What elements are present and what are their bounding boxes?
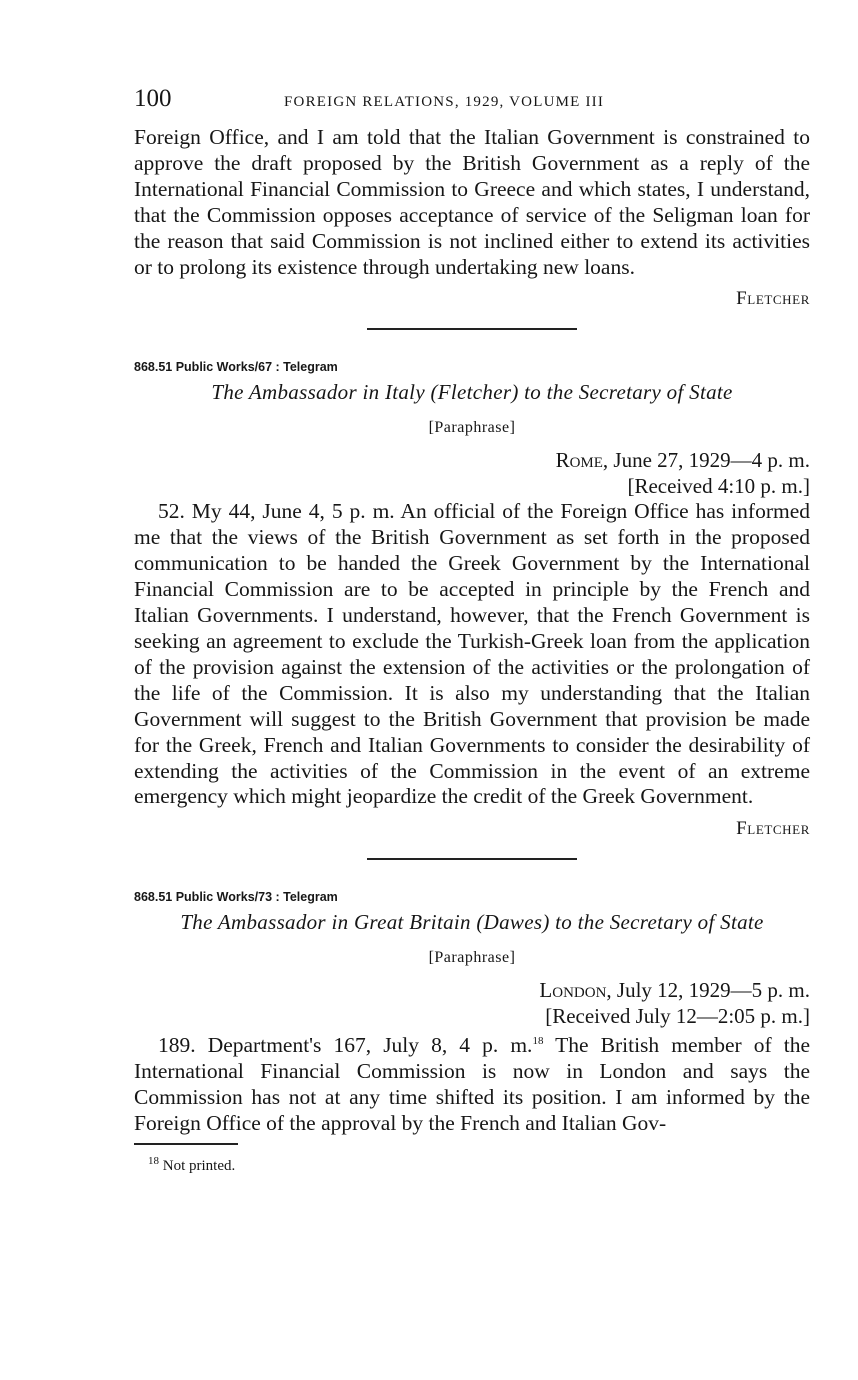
footnote-text: Not printed. xyxy=(159,1158,236,1175)
dateline-date: , June 27, 1929—4 p. m. xyxy=(602,448,810,473)
signature-fletcher-1: Fletcher xyxy=(736,288,810,310)
footnote-reference: 18 xyxy=(532,1035,544,1048)
received-time: [Received July 12—2:05 p. m.] xyxy=(545,1004,810,1029)
document-page xyxy=(134,85,810,1175)
page-number: 100 xyxy=(134,85,172,112)
dateline xyxy=(134,977,810,1003)
paraphrase-note: [Paraphrase] xyxy=(428,949,516,967)
paraphrase-note: [Paraphrase] xyxy=(428,419,516,437)
dateline-city: Rome xyxy=(555,448,603,473)
footnote xyxy=(148,1155,810,1175)
section-divider xyxy=(367,858,577,860)
running-title: FOREIGN RELATIONS, 1929, VOLUME III xyxy=(284,94,605,110)
signature-fletcher-2: Fletcher xyxy=(736,818,810,840)
dateline xyxy=(134,447,810,473)
document-heading: The Ambassador in Great Britain (Dawes) to the Secretary of State xyxy=(180,910,764,935)
file-reference: 868.51 Public Works/67 : Telegram xyxy=(134,360,338,375)
section-divider xyxy=(367,328,577,330)
dateline-city: London xyxy=(539,978,607,1003)
telegram-text-rest: The British member of the International Financial Commission is now in London and says the Commission has not at any time shifted its position. I am informed by the Foreign Office of the approval by the French and Italian Gov- xyxy=(134,1033,810,1136)
received-time: [Received 4:10 p. m.] xyxy=(627,474,810,499)
telegram-body xyxy=(134,1029,810,1137)
document-heading: The Ambassador in Italy (Fletcher) to the Secretary of State xyxy=(211,380,733,405)
page-header xyxy=(134,85,810,125)
file-reference: 868.51 Public Works/73 : Telegram xyxy=(134,890,338,905)
telegram-text-start: 189. Department's 167, July 8, 4 p. m. xyxy=(158,1033,533,1058)
footnote-mark: 18 xyxy=(148,1155,159,1168)
intro-paragraph: Foreign Office, and I am told that the Italian Government is constrained to approve the draft proposed by the British Government as a reply of the International Financial Commission to Greece and which states, I understand, that the Commission opposes acceptance of service of the Seligman loan for the reason that said Commission is not inclined either to extend its activities or to prolong its existence through undertaking new loans. xyxy=(134,125,810,279)
dateline-date: , July 12, 1929—5 p. m. xyxy=(606,978,810,1003)
telegram-body: 52. My 44, June 4, 5 p. m. An official of the Foreign Office has informed me that the views of the British Government as set forth in the proposed communication to be handed the Greek Government by the International Financial Commission are to be accepted in principle by the French and Italian Governments. I understand, however, that the French Government is seeking an agreement to exclude the Turkish-Greek loan from the application of the provision against the extension of the activities or the prolongation of the life of the Commission. It is also my understanding that the Italian Government will suggest to the British Government that provision be made for the Greek, French and Italian Governments to consider the desirability of extending the activities of the Commission in the event of an extreme emergency which might jeopardize the credit of the Greek Government. xyxy=(134,499,810,809)
footnote-divider xyxy=(134,1143,238,1145)
